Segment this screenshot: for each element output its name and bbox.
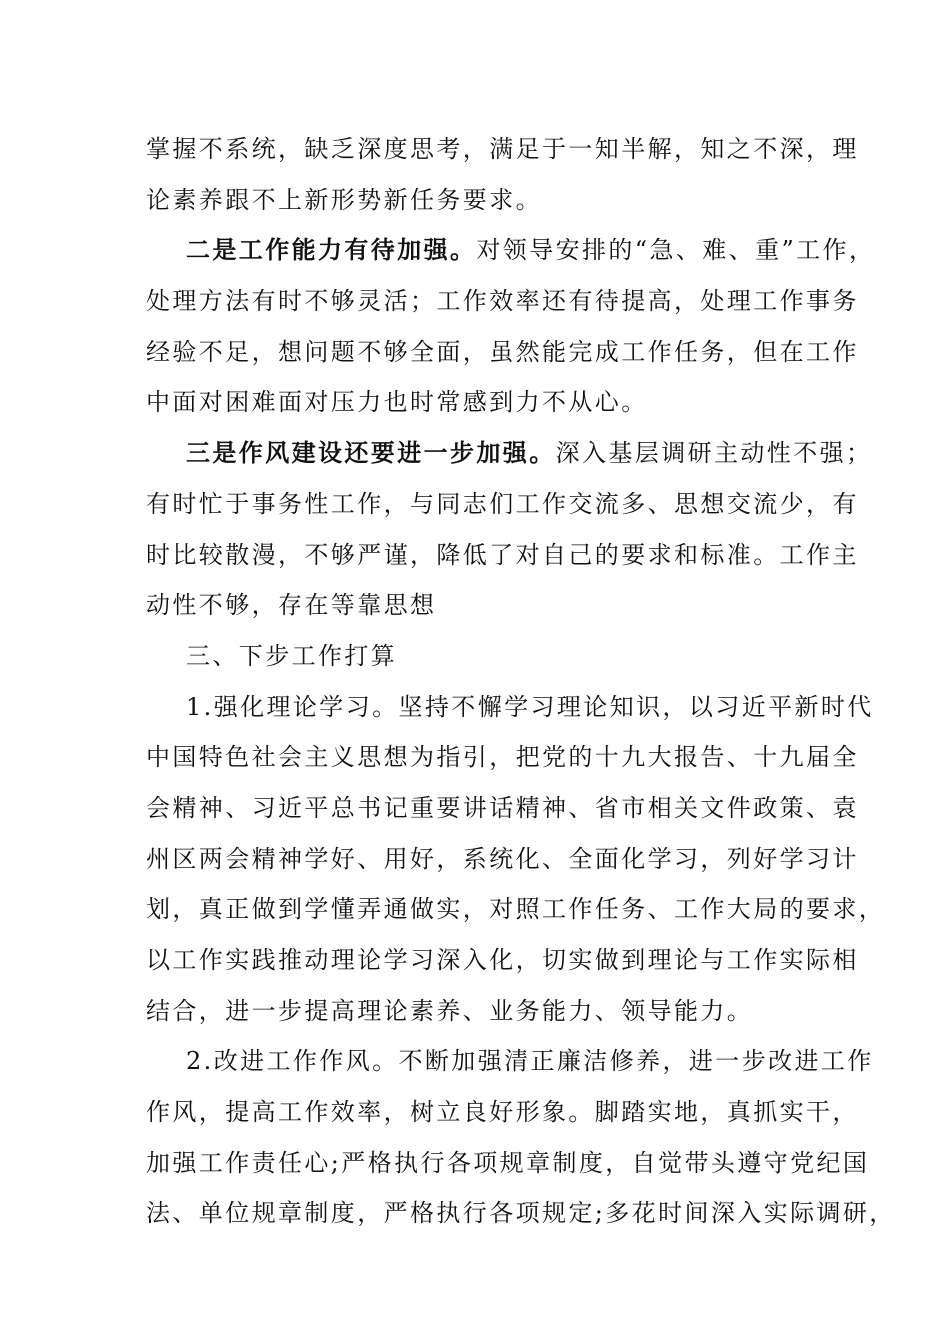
- paragraph-text: 深入基层调研主动性不强；: [555, 439, 873, 468]
- document-body: [146, 124, 896, 1239]
- paragraph-line: [146, 428, 873, 479]
- text-line: 有时忙于事务性工作，与同志们工作交流多、思想交流少，有: [146, 489, 859, 518]
- paragraph-text: 对领导安排的“急、难、重”工作，: [476, 236, 876, 265]
- paragraph-line: 2.改进工作作风。不断加强清正廉洁修养，进一步改进工作: [186, 1047, 874, 1076]
- text-line: 动性不够，存在等靠思想: [146, 591, 437, 620]
- text-line: 中国特色社会主义思想为指引，把党的十九大报告、十九届全: [146, 743, 859, 772]
- text-line: 结合，进一步提高理论素养、业务能力、领导能力。: [146, 996, 754, 1025]
- text-line: 州区两会精神学好、用好，系统化、全面化学习，列好学习计: [146, 844, 859, 873]
- section-heading: 三、下步工作打算: [186, 641, 398, 670]
- paragraph-line: 1.强化理论学习。坚持不懈学习理论知识，以习近平新时代: [186, 692, 874, 721]
- text-line: 作风，提高工作效率，树立良好形象。脚踏实地，真抓实干，: [146, 1098, 859, 1127]
- text-line: 时比较散漫，不够严谨，降低了对自己的要求和标准。工作主: [146, 540, 859, 569]
- text-line: 法、单位规章制度，严格执行各项规定;多花时间深入实际调研，: [146, 1199, 896, 1228]
- text-line: 以工作实践推动理论学习深入化，切实做到理论与工作实际相: [146, 946, 859, 974]
- text-line: 掌握不系统，缺乏深度思考，满足于一知半解，知之不深，理: [146, 135, 859, 163]
- paragraph-heading: 二是工作能力有待加强。: [186, 235, 477, 265]
- paragraph-line: [146, 225, 876, 276]
- text-line: 论素养跟不上新形势新任务要求。: [146, 185, 542, 214]
- text-line: 会精神、习近平总书记重要讲话精神、省市相关文件政策、袁: [146, 793, 859, 822]
- text-line: 经验不足，想问题不够全面，虽然能完成工作任务，但在工作: [146, 337, 859, 366]
- text-line: 处理方法有时不够灵活；工作效率还有待提高，处理工作事务: [146, 287, 859, 316]
- text-line: 中面对困难面对压力也时常感到力不从心。: [146, 388, 648, 417]
- text-line: 加强工作责任心;严格执行各项规章制度，自觉带头遵守党纪国: [146, 1148, 870, 1177]
- paragraph-heading: 三是作风建设还要进一步加强。: [186, 438, 556, 468]
- text-line: 划，真正做到学懂弄通做实，对照工作任务、工作大局的要求，: [146, 895, 886, 924]
